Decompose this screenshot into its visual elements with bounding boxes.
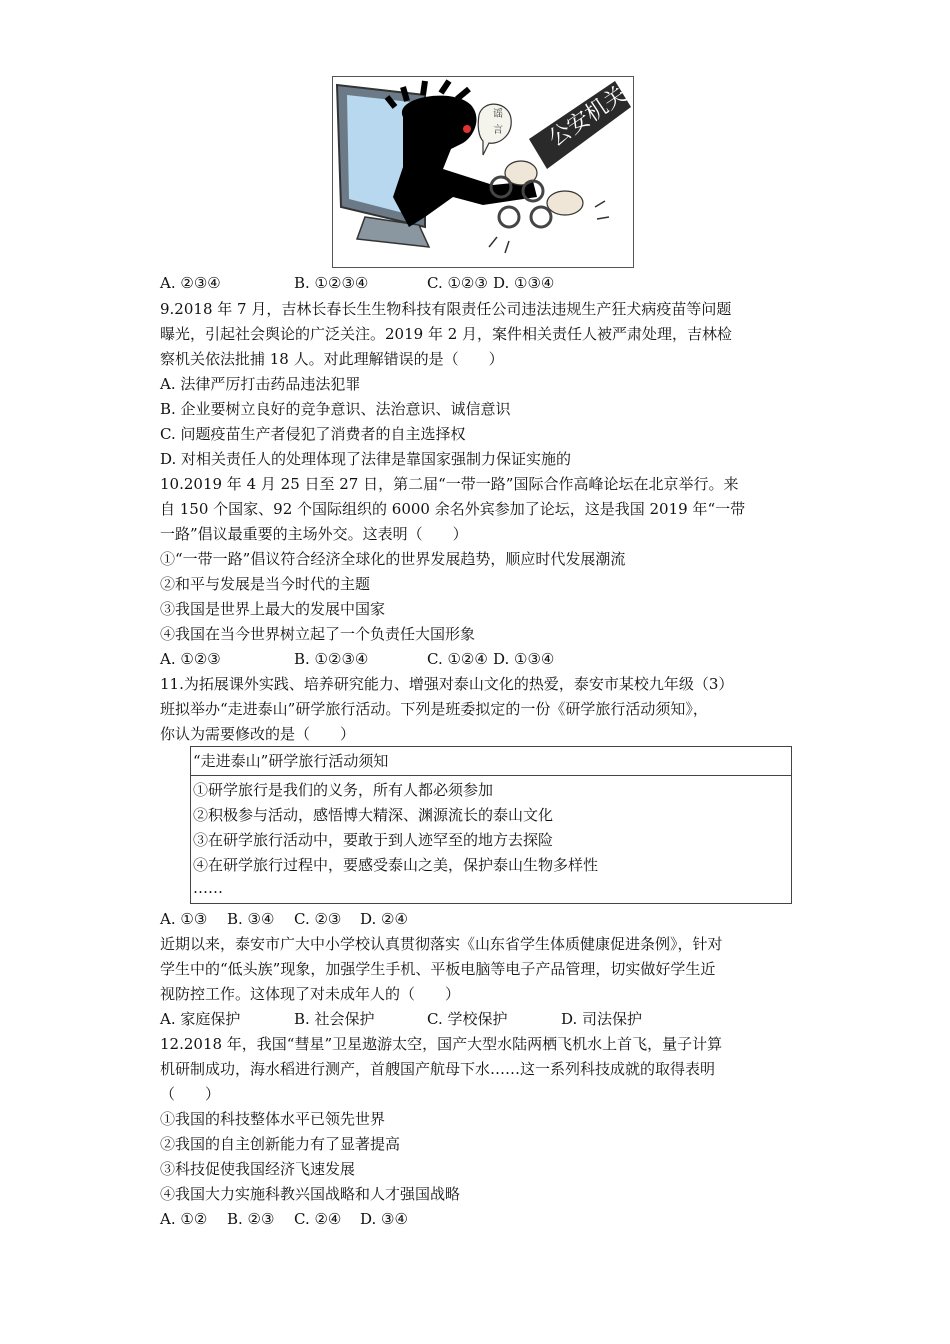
q8-option-c: C. ①②③ <box>427 274 488 292</box>
q11b-stem-line-3: 视防控工作。这体现了对未成年人的（ ） <box>160 985 461 1003</box>
q11-stem-line-2: 班拟举办“走进泰山”研学旅行活动。下列是班委拟定的一份《研学旅行活动须知》， <box>160 700 708 718</box>
q11-stem-line-3: 你认为需要修改的是（ ） <box>160 725 356 743</box>
handcuff-icon-4 <box>531 207 551 227</box>
q10-stem-line-1: 10.2019 年 4 月 25 日至 27 日，第二届“一带一路”国际合作高峰论坛在北京举行。来 <box>160 475 739 493</box>
q12-stem-line-2: 机研制成功，海水稻进行测产，首艘国产航母下水……这一系列科技成就的取得表明 <box>160 1060 716 1078</box>
handcuff-icon-3 <box>499 207 519 227</box>
notice-item-3: ③在研学旅行活动中，要敢于到人迹罕至的地方去探险 <box>193 831 554 849</box>
cartoon-illustration <box>333 77 633 267</box>
q9-stem-line-1: 9.2018 年 7 月，吉林长春长生生物科技有限责任公司违法违规生产狂犬病疫苗等问题 <box>160 300 732 318</box>
q12-statement-2: ②我国的自主创新能力有了显著提高 <box>160 1135 401 1153</box>
q12-statement-3: ③科技促使我国经济飞速发展 <box>160 1160 356 1178</box>
q11-option-d: D. ②④ <box>360 910 408 928</box>
cartoon-figure <box>332 76 634 268</box>
q12-statement-1: ①我国的科技整体水平已领先世界 <box>160 1110 386 1128</box>
notice-title: “走进泰山”研学旅行活动须知 <box>193 752 389 770</box>
q11b-option-a: A. 家庭保护 <box>160 1010 241 1028</box>
q11-option-a: A. ①③ <box>160 910 208 928</box>
q11-stem-line-1: 11.为拓展课外实践、培养研究能力、增强对泰山文化的热爱，泰安市某校九年级（3） <box>160 675 734 693</box>
q8-option-d: D. ①③④ <box>493 274 555 292</box>
q10-option-b: B. ①②③④ <box>294 650 369 668</box>
mouth-icon <box>463 125 471 133</box>
q8-option-a: A. ②③④ <box>160 274 221 292</box>
q11b-stem-line-2: 学生中的“低头族”现象，加强学生手机、平板电脑等电子产品管理，切实做好学生近 <box>160 960 716 978</box>
q12-option-c: C. ②④ <box>294 1210 342 1228</box>
q10-stem-line-3: 一路”倡议最重要的主场外交。这表明（ ） <box>160 525 468 543</box>
q9-option-b: B. 企业要树立良好的竞争意识、法治意识、诚信意识 <box>160 400 511 418</box>
q11-option-b: B. ③④ <box>227 910 275 928</box>
q11b-option-c: C. 学校保护 <box>427 1010 508 1028</box>
q10-statement-2: ②和平与发展是当今时代的主题 <box>160 575 371 593</box>
q12-stem-line-1: 12.2018 年，我国“彗星”卫星遨游太空，国产大型水陆两栖飞机水上首飞，量子计算 <box>160 1035 723 1053</box>
q10-option-c: C. ①②④ <box>427 650 488 668</box>
q9-option-a: A. 法律严厉打击药品违法犯罪 <box>160 375 361 393</box>
q10-option-a: A. ①②③ <box>160 650 221 668</box>
q12-option-a: A. ①② <box>160 1210 208 1228</box>
q12-statement-4: ④我国大力实施科教兴国战略和人才强国战略 <box>160 1185 461 1203</box>
notice-item-ellipsis: …… <box>193 879 223 897</box>
q10-option-d: D. ①③④ <box>493 650 555 668</box>
q12-option-b: B. ②③ <box>227 1210 275 1228</box>
q12-option-d: D. ③④ <box>360 1210 408 1228</box>
notice-header <box>191 747 791 776</box>
q12-stem-line-3: （ ） <box>160 1085 221 1103</box>
q10-stem-line-2: 自 150 个国家、92 个国际组织的 6000 余名外宾参加了论坛，这是我国 2019 年“一带 <box>160 500 746 518</box>
suspect-hand-icon <box>547 191 583 215</box>
bubble-char-2: 言 <box>493 125 503 136</box>
q10-statement-4: ④我国在当今世界树立起了一个负责任大国形象 <box>160 625 476 643</box>
police-sign-text: 公安机关 <box>544 82 632 152</box>
bubble-char-1: 谣 <box>493 109 503 120</box>
q9-stem-line-2: 曝光，引起社会舆论的广泛关注。2019 年 2 月，案件相关责任人被严肃处理，吉林检 <box>160 325 733 343</box>
notice-item-2: ②积极参与活动，感悟博大精深、渊源流长的泰山文化 <box>193 806 554 824</box>
q10-statement-1: ①“一带一路”倡议符合经济全球化的世界发展趋势，顺应时代发展潮流 <box>160 550 626 568</box>
q9-stem-line-3: 察机关依法批捕 18 人。对此理解错误的是（ ） <box>160 350 504 368</box>
notice-item-1: ①研学旅行是我们的义务，所有人都必须参加 <box>193 781 494 799</box>
q11b-option-d: D. 司法保护 <box>561 1010 643 1028</box>
q8-option-b: B. ①②③④ <box>294 274 369 292</box>
q11b-stem-line-1: 近期以来，泰安市广大中小学校认真贯彻落实《山东省学生体质健康促进条例》，针对 <box>160 935 723 953</box>
q9-option-d: D. 对相关责任人的处理体现了法律是靠国家强制力保证实施的 <box>160 450 572 468</box>
q9-option-c: C. 问题疫苗生产者侵犯了消费者的自主选择权 <box>160 425 466 443</box>
q10-statement-3: ③我国是世界上最大的发展中国家 <box>160 600 386 618</box>
q11-option-c: C. ②③ <box>294 910 342 928</box>
notice-box <box>190 746 792 904</box>
notice-item-4: ④在研学旅行过程中，要感受泰山之美，保护泰山生物多样性 <box>193 856 599 874</box>
q11b-option-b: B. 社会保护 <box>294 1010 375 1028</box>
